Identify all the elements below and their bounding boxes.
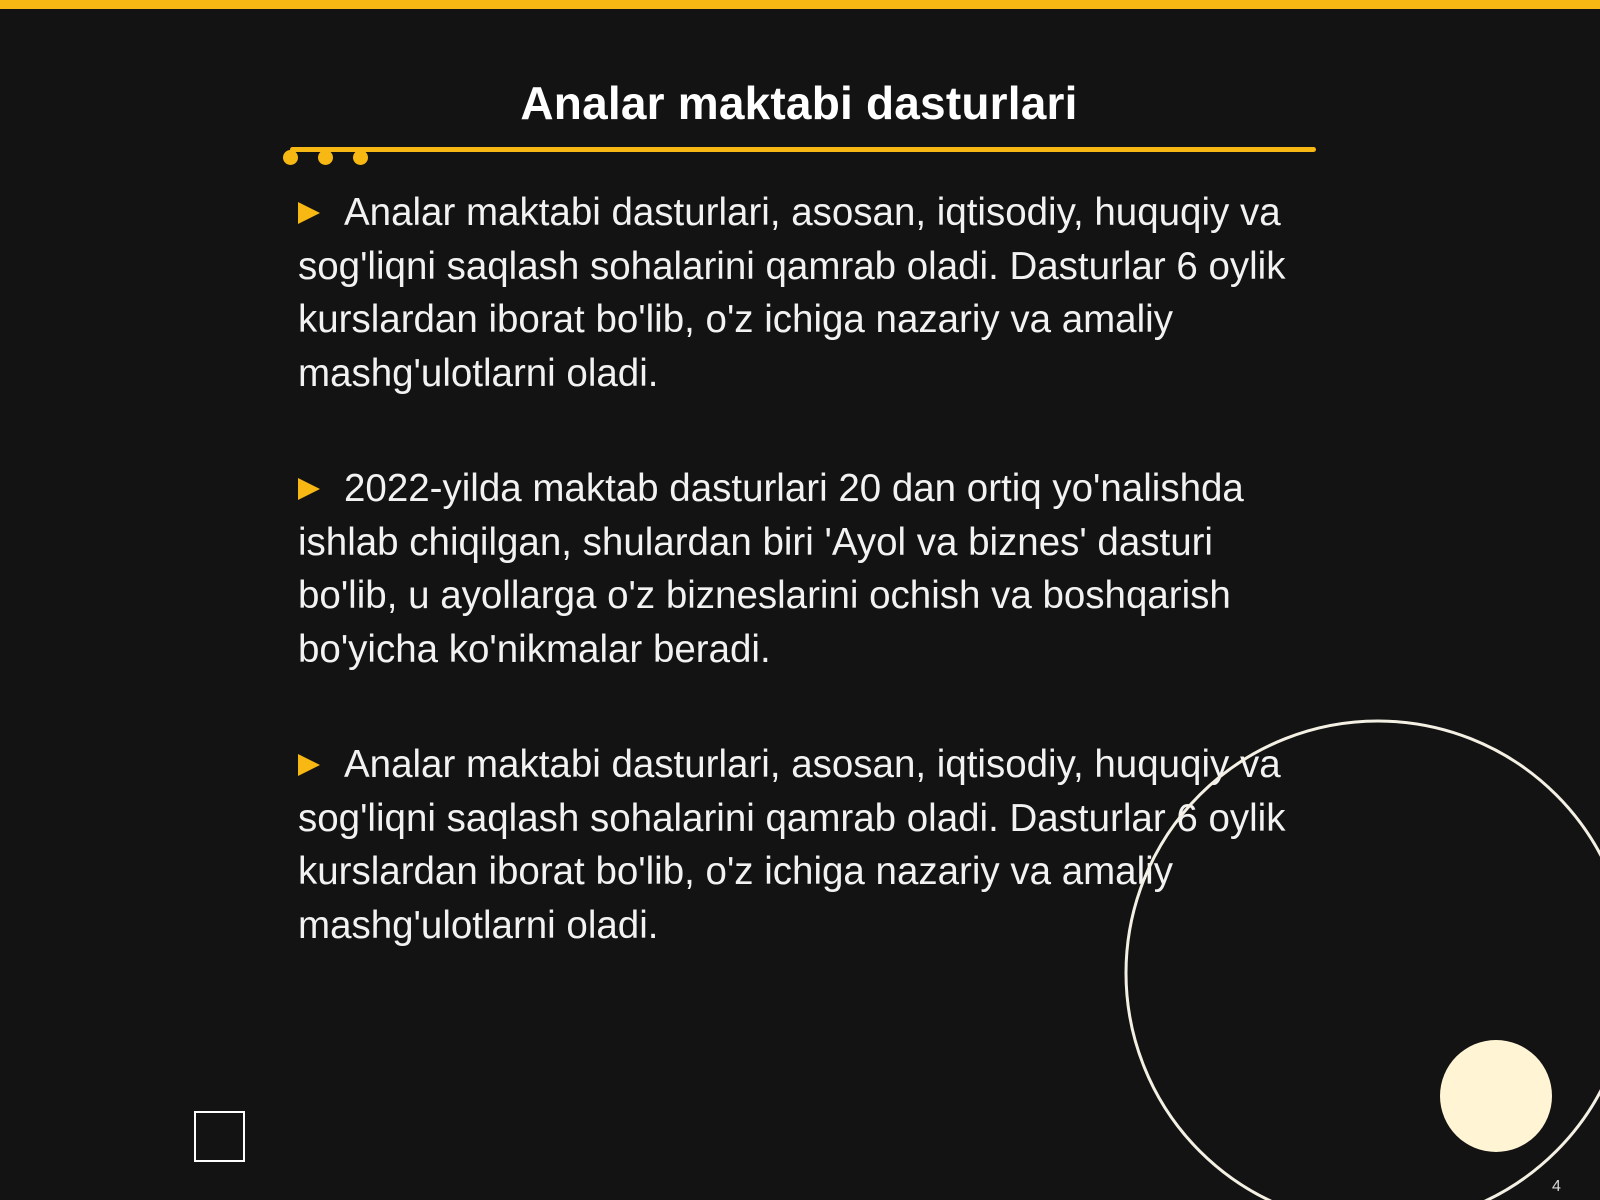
decorative-square [194, 1111, 245, 1162]
arrow-bullet-icon [298, 202, 320, 224]
decorative-dot [283, 150, 298, 165]
decorative-filled-circle [1440, 1040, 1552, 1152]
bullet-item [298, 738, 1308, 952]
bullet-text: 2022-yilda maktab dasturlari 20 dan ortiq yo'nalishda ishlab chiqilgan, shulardan biri 'Ayol va biznes' dasturi bo'lib, u ayollarga o'z bizneslarini ochish va boshqarish bo'yicha ko'nikmalar beradi. [298, 467, 1244, 671]
title-underline [290, 147, 1316, 152]
bullet-item [298, 462, 1308, 676]
top-accent-bar [0, 0, 1600, 9]
arrow-bullet-icon [298, 754, 320, 776]
slide-title: Analar maktabi dasturlari [520, 77, 1078, 129]
bullet-text: Analar maktabi dasturlari, asosan, iqtisodiy, huquqiy va sog'liqni saqlash sohalarini qamrab oladi. Dasturlar 6 oylik kurslardan iborat bo'lib, o'z ichiga nazariy va amaliy mashg'ulotlarni oladi. [298, 191, 1286, 395]
page-number: 4 [1552, 1178, 1561, 1195]
bullet-item [298, 186, 1308, 400]
decorative-dot [353, 150, 368, 165]
decorative-dot [318, 150, 333, 165]
bullet-text: Analar maktabi dasturlari, asosan, iqtisodiy, huquqiy va sog'liqni saqlash sohalarini qamrab oladi. Dasturlar 6 oylik kurslardan iborat bo'lib, o'z ichiga nazariy va amaliy mashg'ulotlarni oladi. [298, 743, 1286, 947]
bullet-list [298, 186, 1308, 1014]
arrow-bullet-icon [298, 478, 320, 500]
